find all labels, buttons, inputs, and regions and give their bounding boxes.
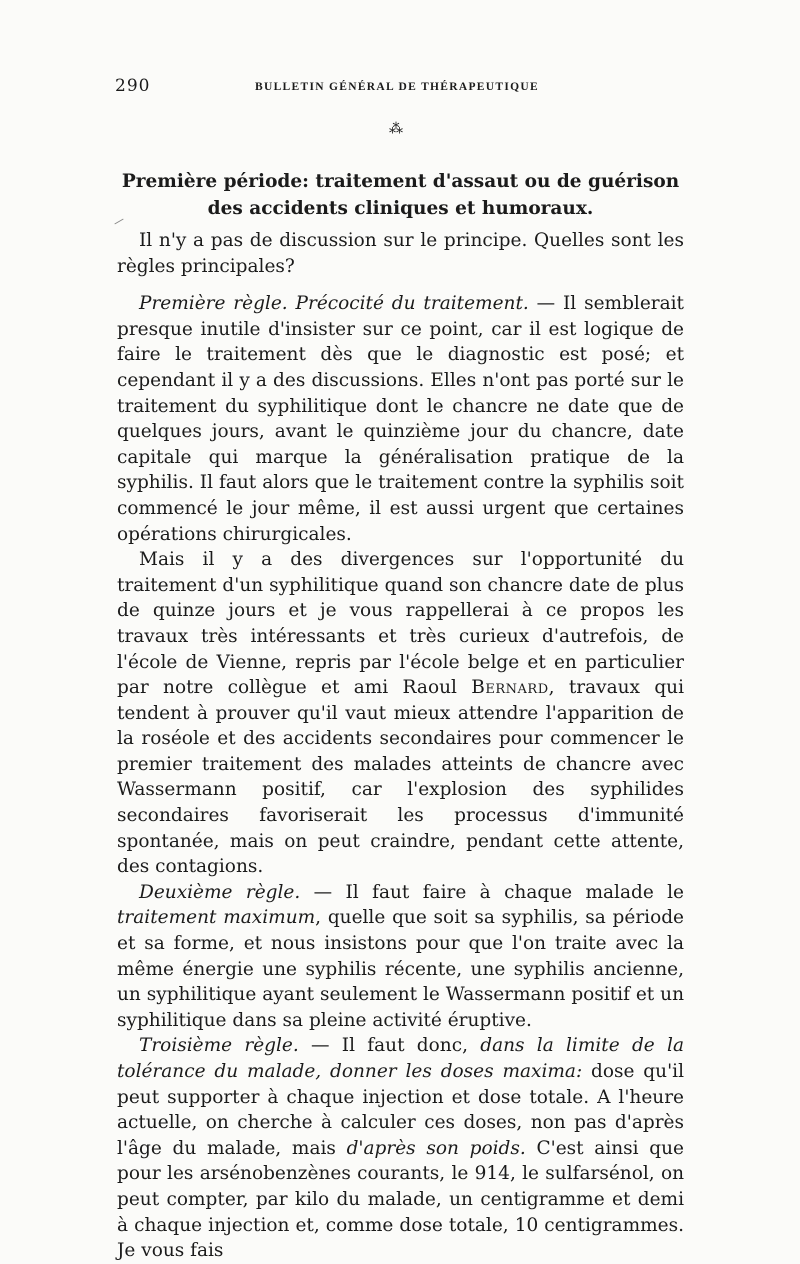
journal-title: BULLETIN GÉNÉRAL DE THÉRAPEUTIQUE: [255, 81, 539, 93]
third-rule-emphasis-1: dans la limite de la tolérance du malade, donner les doses maxima:: [117, 1035, 684, 1082]
third-rule-text-1: — Il faut donc,: [298, 1035, 481, 1057]
second-rule-text-1: — Il faut faire à chaque malade le: [300, 881, 685, 903]
first-rule-text: — Il semblerait presque inutile d'insister sur ce point, car il est logique de faire le traitement dès que le diagnostic est posé; et cependant il y a des discussions. Elles n'ont pas porté sur le traitement du syphilitique dont le chancre ne date que de quelques jours, avant le quinzième jour du chancre, date capitale qui marque la généralisation pratique de la syphilis. Il faut alors que le traitement contre la syphilis soit commencé le jour même, il est aussi urgent que certaines opérations chirurgicales.: [117, 293, 684, 545]
body-text: [117, 228, 684, 1264]
paragraph-divergences: [117, 547, 684, 880]
third-rule-emphasis-2: d'après son poids.: [346, 1137, 526, 1159]
third-rule-label: Troisième règle.: [139, 1035, 299, 1057]
section-title: Première période: traitement d'assaut ou de guérison des accidents cliniques et humoraux.: [121, 171, 680, 219]
paragraph-first-rule: [117, 291, 684, 547]
divergences-text-2: , travaux qui tendent à prouver qu'il vaut mieux attendre l'apparition de la roséole et des accidents secondaires pour commencer le premier traitement des malades atteints de chancre avec Wassermann positif, car l'explosion des syphilides secondaires favoriserait les processus d'immunité spontanée, mais on peut craindre, pendant cette attente, des contagions.: [117, 677, 684, 878]
second-rule-label: Deuxième règle.: [139, 881, 301, 903]
divergences-text-1: Mais il y a des divergences sur l'opportunité du traitement d'un syphilitique quand son chancre date de plus de quinze jours et je vous rappellerai à ce propos les travaux très intéressants et très curieux d'autrefois, de l'école de Vienne, repris par l'école belge et en particulier par notre collègue et ami Raoul: [117, 549, 684, 699]
second-rule-emphasis: traitement maximum: [117, 907, 316, 929]
paragraph-intro-text: Il n'y a pas de discussion sur le principe. Quelles sont les règles principales?: [117, 230, 684, 277]
page-number: 290: [115, 76, 151, 96]
running-head: [115, 76, 685, 102]
second-rule-text-2: , quelle que soit sa syphilis, sa période et sa forme, et nous insistons pour que l'on traite avec la même énergie une syphilis récente, une syphilis ancienne, un syphilitique ayant seulement le Wassermann positif et un syphilitique dans sa pleine activité éruptive.: [117, 907, 685, 1031]
paragraph-second-rule: [117, 880, 684, 1034]
author-name-bernard: Bernard: [471, 677, 549, 699]
paragraph-intro: [117, 228, 684, 279]
first-rule-label: Première règle. Précocité du traitement.: [139, 293, 529, 315]
paragraph-third-rule: [117, 1033, 684, 1263]
asterism-ornament: ⁂: [389, 121, 403, 137]
third-rule-text-3: C'est ainsi que pour les arsénobenzènes courants, le 914, le sulfarsénol, on peut compter, par kilo du malade, un centigramme et demi à chaque injection et, comme dose totale, 10 centigrammes. Je vous fais: [117, 1137, 684, 1262]
third-rule-text-2: dose qu'il peut supporter à chaque injection et dose totale. A l'heure actuelle, on cherche à calculer ces doses, non pas d'après l'âge du malade, mais: [117, 1061, 684, 1159]
